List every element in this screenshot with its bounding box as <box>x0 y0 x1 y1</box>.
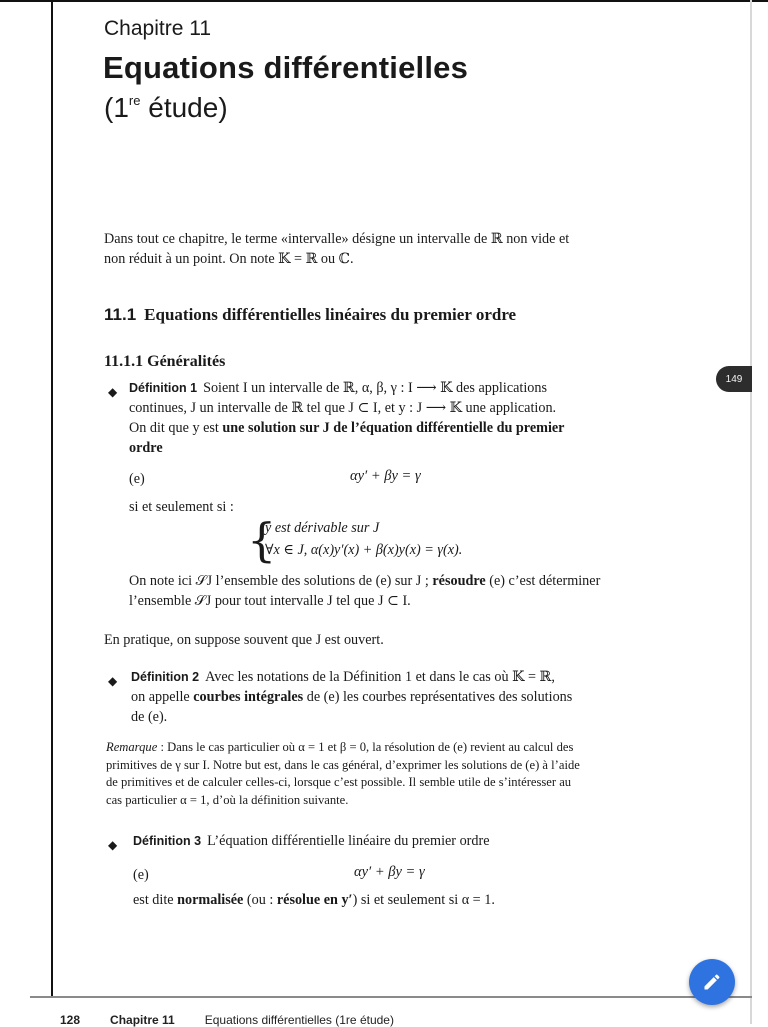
section-heading <box>104 305 516 325</box>
chapter-label: Chapitre 11 <box>104 17 212 40</box>
def3-bold: normalisée <box>177 892 244 908</box>
intro-line: Dans tout ce chapitre, le terme «intervalle» désigne un intervalle de ℝ non vide et <box>104 231 570 247</box>
definition-3 <box>133 831 490 851</box>
definition-label: Définition 2 <box>131 670 200 684</box>
subsection-heading: 11.1.1 Généralités <box>104 353 226 370</box>
chapter-title: Equations différentielles <box>103 50 469 85</box>
equation: αy′ + βy = γ <box>354 864 425 880</box>
chapter-subtitle <box>104 92 228 124</box>
def3-text: est dite <box>133 892 178 908</box>
def1-bold: ordre <box>129 440 163 456</box>
pencil-icon <box>702 972 722 992</box>
def3-line: L’équation différentielle linéaire du premier ordre <box>207 833 490 849</box>
remark-label: Remarque <box>106 740 158 754</box>
page-right-edge <box>750 0 752 1024</box>
def1-note <box>129 571 674 611</box>
condition-2: ∀x ∈ J, α(x)y′(x) + β(x)y(x) = γ(x). <box>265 542 463 558</box>
def3-text: ) si et seulement si α = 1. <box>352 892 495 908</box>
section-number: 11.1 <box>104 305 137 324</box>
definition-label: Définition 1 <box>129 381 198 395</box>
note-text: (e) c’est déterminer <box>485 573 601 589</box>
remark-line: cas particulier α = 1, d’où la définition suivante. <box>106 792 349 807</box>
diamond-icon: ◆ <box>108 838 118 852</box>
equation-label: (e) <box>129 471 145 487</box>
condition-1: y est dérivable sur J <box>265 520 380 536</box>
definition-2 <box>131 667 671 727</box>
subtitle-pre: (1 <box>104 92 129 123</box>
def2-line: Avec les notations de la Définition 1 et dans le cas où 𝕂 = ℝ, <box>205 669 555 685</box>
equation: αy′ + βy = γ <box>350 468 421 484</box>
brace-icon: { <box>247 513 277 567</box>
footer-title: Equations différentielles (1re étude) <box>204 1013 394 1027</box>
def3-bold: résolue en y′ <box>276 892 353 908</box>
section-title: Equations différentielles linéaires du premier ordre <box>144 305 517 324</box>
page-number-badge[interactable] <box>716 366 752 392</box>
remark-line: de primitives et de calculer celles-ci, lorsque c’est possible. Il semble utile de s’intéresser au <box>106 775 572 789</box>
remark-line: : Dans le cas particulier où α = 1 et β = 0, la résolution de (e) revient au calcul des <box>157 740 574 754</box>
def1-bold: une solution sur J de l’équation différentielle du premier <box>222 420 565 436</box>
def2-text: de (e) les courbes représentatives des solutions <box>303 689 573 705</box>
def3-conclusion <box>133 890 495 910</box>
def1-text: On dit que y est <box>129 420 223 436</box>
definition-1 <box>129 378 669 458</box>
practice-paragraph: En pratique, on suppose souvent que J est ouvert. <box>104 632 384 648</box>
intro-line: non réduit à un point. On note 𝕂 = ℝ ou ℂ. <box>104 251 354 267</box>
diamond-icon: ◆ <box>108 674 118 688</box>
equation-label: (e) <box>133 867 149 883</box>
diamond-icon: ◆ <box>108 385 118 399</box>
remark-line: primitives de γ sur I. Notre but est, dans le cas général, d’exprimer les solutions de (e) à l’aide <box>106 757 580 772</box>
subtitle-sup: re <box>128 93 141 108</box>
note-text: On note ici 𝒮J l’ensemble des solutions de (e) sur J ; <box>129 573 433 589</box>
def3-text: (ou : <box>243 892 277 908</box>
intro-paragraph <box>104 229 569 269</box>
subtitle-post: étude) <box>140 92 228 123</box>
page-footer <box>60 1013 424 1027</box>
def2-line: de (e). <box>131 709 168 725</box>
def2-bold: courbes intégrales <box>193 689 304 705</box>
remark-paragraph <box>106 739 676 809</box>
page-top-border <box>0 0 768 2</box>
def1-line: continues, J un intervalle de ℝ tel que J ⊂ I, et y : J ⟶ 𝕂 une application. <box>129 400 557 416</box>
footer-page-number: 128 <box>60 1013 81 1027</box>
def2-text: on appelle <box>131 689 194 705</box>
iff-text: si et seulement si : <box>129 499 234 515</box>
note-bold: résoudre <box>432 573 486 589</box>
note-text: l’ensemble 𝒮J pour tout intervalle J tel que J ⊂ I. <box>129 593 411 609</box>
page-bottom-rule <box>30 996 752 998</box>
page-number: 149 <box>725 373 743 385</box>
def1-line: Soient I un intervalle de ℝ, α, β, γ : I ⟶ 𝕂 des applications <box>203 380 548 396</box>
definition-label: Définition 3 <box>133 834 202 848</box>
footer-chapter: Chapitre 11 <box>110 1013 175 1027</box>
edit-button[interactable] <box>689 959 735 1005</box>
page-left-rule <box>51 0 53 998</box>
